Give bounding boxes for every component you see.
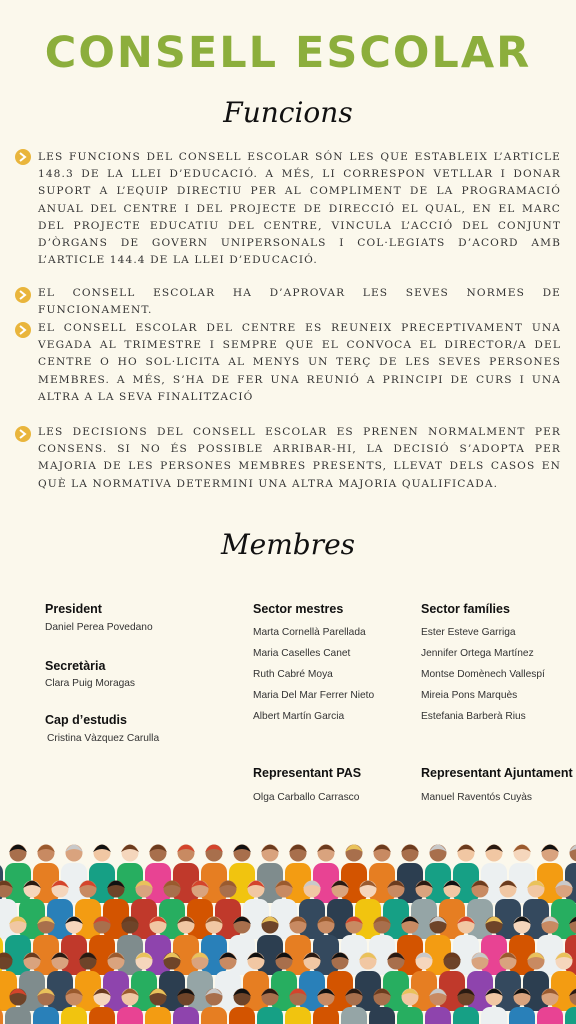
- member-name: Mireia Pons Marquès: [421, 690, 518, 701]
- cap-estudis-title: Cap d’estudis: [45, 713, 127, 727]
- member-name: Montse Domènech Vallespí: [421, 669, 545, 680]
- sector-families-title: Sector famílies: [421, 602, 510, 616]
- funcions-paragraph: EL CONSELL ESCOLAR HA D’APROVAR LES SEVES NORMES DE FUNCIONAMENT.: [38, 287, 561, 317]
- chevron-right-icon: [15, 287, 31, 303]
- member-name: Ester Esteve Garriga: [421, 627, 516, 638]
- sector-mestres-title: Sector mestres: [253, 602, 344, 616]
- member-name: Manuel Raventós Cuyàs: [421, 792, 532, 803]
- member-name: Maria Caselles Canet: [253, 648, 351, 659]
- president-title: President: [45, 602, 102, 616]
- funcions-paragraph: LES FUNCIONS DEL CONSELL ESCOLAR SÓN LES QUE ESTABLEIX L’ARTICLE 148.3 DE LA LLEI D’EDUCACIÓ. A MÉS, LI CORRESPON VETLLAR I DONAR SUPORT A L’EQUIP DIRECTIU PER AL COMPLIMENT DE LA PROGRAMACIÓ ANUAL DEL CENTRE I DEL PROJECTE DE DIRECCIÓ EL QUAL, EN EL MARC DEL PROJECTE EDUCATIU DEL CENTRE, VINCULA L’ACCIÓ DEL CONJUNT D’ÒRGANS DE GOVERN UNIPERSONALS I COL·LEGIATS D’ACORD AMB L’ARTICLE 144.4 DE LA LLEI D’EDUCACIÓ.: [38, 151, 561, 267]
- funcions-paragraph: EL CONSELL ESCOLAR DEL CENTRE ES REUNEIX PRECEPTIVAMENT UNA VEGADA AL TRIMESTRE I SEMPRE QUE EL CONVOCA EL DIRECTOR/A DEL CENTRE O HO SOL·LICITA AL MENYS UN TERÇ DE LES SEVES PERSONES MEMBRES. A MÉS, S’HA DE FER UNA REUNIÓ A PRINCIPI DE CURS I UNA ALTRA A LA SEVA FINALITZACIÓ: [38, 322, 561, 403]
- membres-heading: Membres: [220, 528, 356, 561]
- secretaria-title: Secretària: [45, 659, 106, 673]
- chevron-right-icon: [15, 149, 31, 165]
- member-name: Jennifer Ortega Martínez: [421, 648, 534, 659]
- chevron-right-icon: [15, 426, 31, 442]
- member-name: Clara Puig Moragas: [45, 678, 136, 689]
- member-name: Cristina Vàzquez Carulla: [47, 733, 160, 744]
- funcions-heading: Funcions: [223, 96, 353, 129]
- chevron-right-icon: [15, 322, 31, 338]
- member-name: Olga Carballo Carrasco: [253, 792, 360, 803]
- member-name: Marta Cornellà Parellada: [253, 627, 366, 638]
- member-name: Daniel Perea Povedano: [45, 622, 153, 633]
- funcions-paragraph: LES DECISIONS DEL CONSELL ESCOLAR ES PRENEN NORMALMENT PER CONSENS. SI NO ÉS POSSIBLE ARRIBAR-HI, LA DECISIÓ S’ADOPTA PER MAJORIA DE LES PERSONES MEMBRES PRESENTS, LLEVAT DELS CASOS EN QUÈ LA NORMATIVA DETERMINI UNA ALTRA MAJORIA QUALIFICADA.: [38, 426, 561, 490]
- member-name: Albert Martín Garcia: [253, 711, 345, 722]
- crowd-of-people-illustration: [0, 835, 576, 1024]
- crowd-illustration: [0, 835, 576, 1024]
- member-name: Ruth Cabré Moya: [253, 669, 333, 680]
- representant-ajuntament-title: Representant Ajuntament: [421, 766, 573, 780]
- representant-pas-title: Representant PAS: [253, 766, 362, 780]
- member-name: Maria Del Mar Ferrer Nieto: [253, 690, 375, 701]
- page-title: CONSELL ESCOLAR: [44, 28, 532, 78]
- member-name: Estefania Barberà Rius: [421, 711, 526, 722]
